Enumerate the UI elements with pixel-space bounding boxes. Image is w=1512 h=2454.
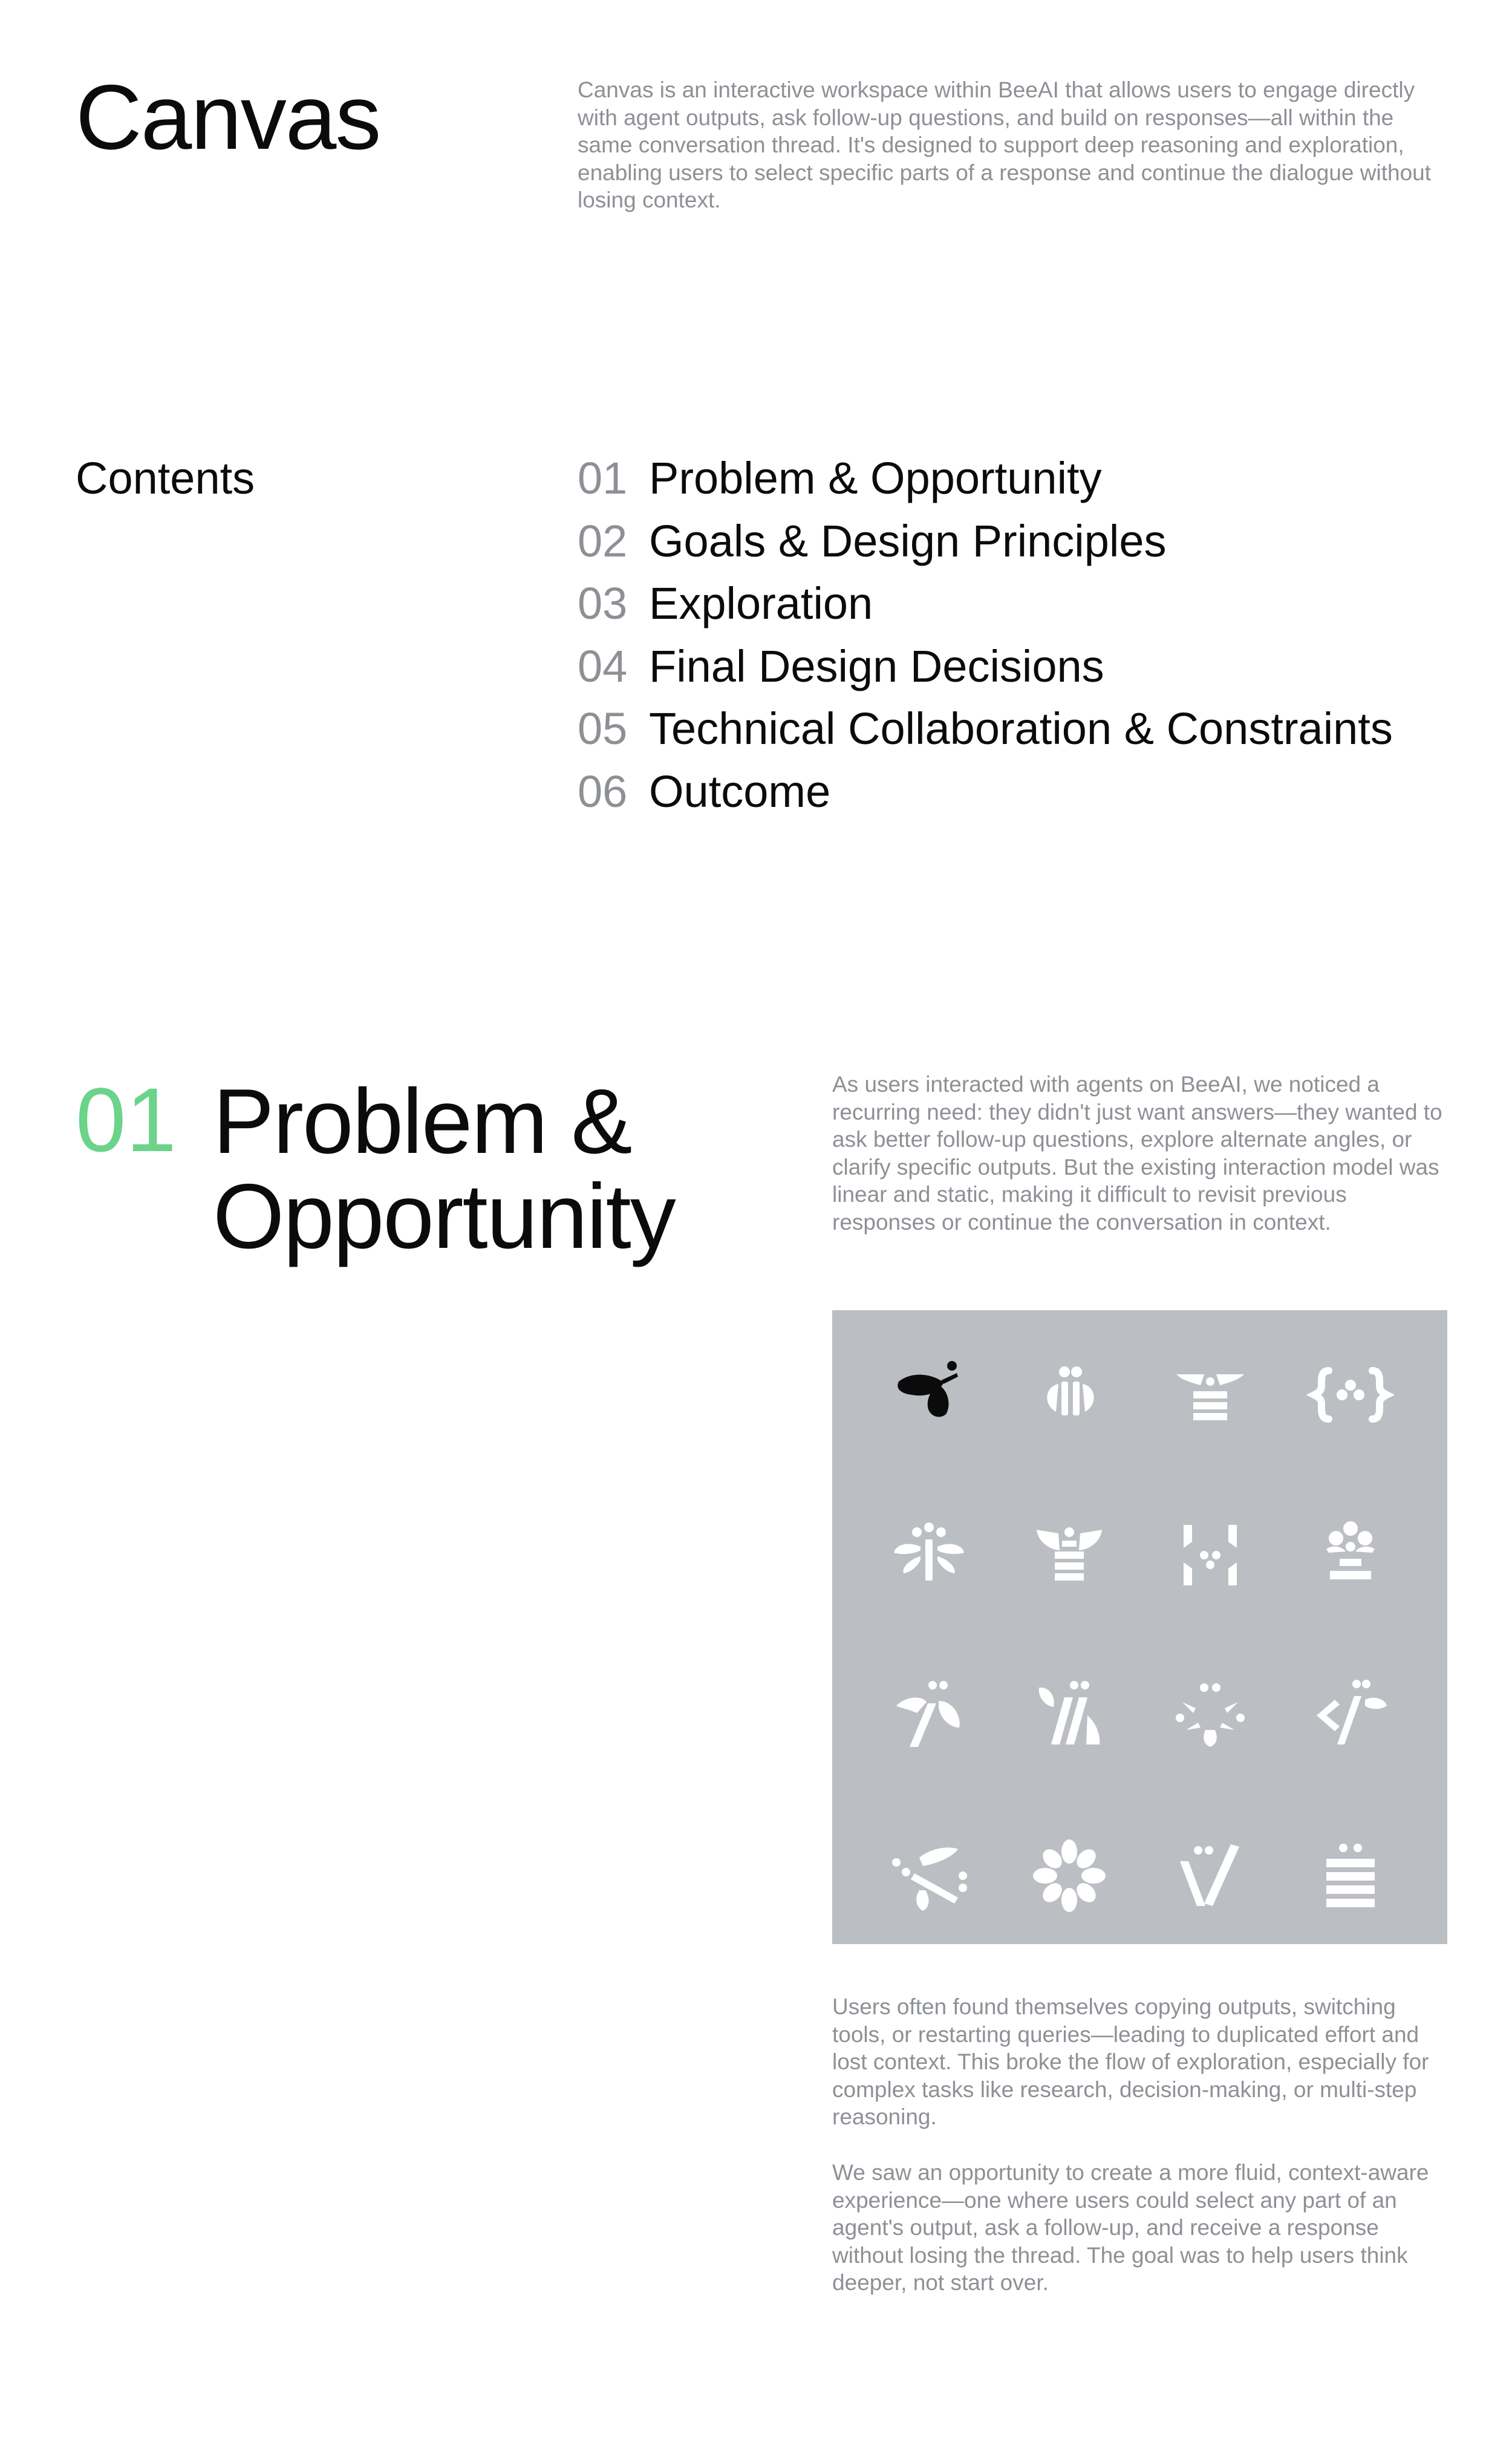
flower-stack-icon	[1302, 1507, 1399, 1604]
bee-body-icon	[1021, 1346, 1118, 1443]
scatter-icon	[881, 1827, 977, 1924]
code-slash-icon	[1302, 1667, 1399, 1764]
contents-label: Contents	[76, 453, 255, 503]
toc-item-number: 04	[578, 641, 628, 691]
toc-item[interactable]	[578, 453, 1393, 519]
stack-bee-icon	[1021, 1507, 1118, 1604]
table-of-contents	[578, 453, 1393, 832]
toc-item-label: Exploration	[649, 578, 873, 629]
bee-burst-icon	[881, 1507, 977, 1604]
toc-item-number: 01	[578, 453, 628, 503]
toc-item-label: Final Design Decisions	[649, 641, 1104, 691]
toc-item-number: 03	[578, 578, 628, 629]
section-number: 01	[76, 1069, 177, 1170]
toc-item-label: Goals & Design Principles	[649, 515, 1167, 566]
slash-bee-icon	[881, 1667, 977, 1764]
brackets-dots-icon	[1162, 1507, 1259, 1604]
check-slash-icon	[1162, 1827, 1259, 1924]
toc-item-number: 02	[578, 515, 628, 566]
page-title: Canvas	[76, 66, 380, 169]
hamburger-stack-icon	[1302, 1827, 1399, 1924]
toc-item[interactable]	[578, 515, 1393, 582]
toc-item[interactable]	[578, 703, 1393, 769]
toc-item[interactable]	[578, 766, 1393, 832]
section-paragraph-2: Users often found themselves copying outputs, switching tools, or restarting queries—leading to duplicated effort and lost context. This broke the flow of exploration, especially for complex tasks like research, decision-making, or multi-step reasoning.	[832, 1994, 1429, 2129]
curly-braces-icon	[1302, 1346, 1399, 1443]
section-title: Problem & Opportunity	[213, 1070, 675, 1268]
icon-grid-panel	[832, 1310, 1447, 1944]
toc-item-label: Problem & Opportunity	[649, 453, 1102, 503]
bee-logo-icon	[881, 1346, 977, 1443]
intro-paragraph: Canvas is an interactive workspace within BeeAI that allows users to engage directly with agent outputs, ask follow-up questions, and build on responses—all within the same conversation thread. It's designed to support deep reasoning and exploration, enabling users to select specific parts of a response and continue the dialogue without losing context.	[578, 77, 1432, 212]
toc-item[interactable]	[578, 578, 1393, 644]
section-paragraph-1: As users interacted with agents on BeeAI, we noticed a recurring need: they didn't just want answers—they wanted to ask better follow-up questions, explore alternate angles, or clarify specific outputs. But the existing interaction model was linear and static, making it difficult to revisit previous responses or continue the conversation in context.	[832, 1072, 1442, 1235]
asterisk-flower-icon	[1021, 1827, 1118, 1924]
dot-burst-icon	[1162, 1667, 1259, 1764]
toc-item-label: Outcome	[649, 766, 831, 817]
section-paragraph-3: We saw an opportunity to create a more fluid, context-aware experience—one where users could select any part of an agent's output, ask a follow-up, and receive a response without losing the thread. The goal was to help users think deeper, not start over.	[832, 2160, 1429, 2295]
toc-item-label: Technical Collaboration & Constraints	[649, 703, 1393, 754]
double-slash-bee-icon	[1021, 1667, 1118, 1764]
toc-item[interactable]	[578, 641, 1393, 707]
stack-hat-icon	[1162, 1346, 1259, 1443]
toc-item-number: 05	[578, 703, 628, 754]
toc-item-number: 06	[578, 766, 628, 817]
